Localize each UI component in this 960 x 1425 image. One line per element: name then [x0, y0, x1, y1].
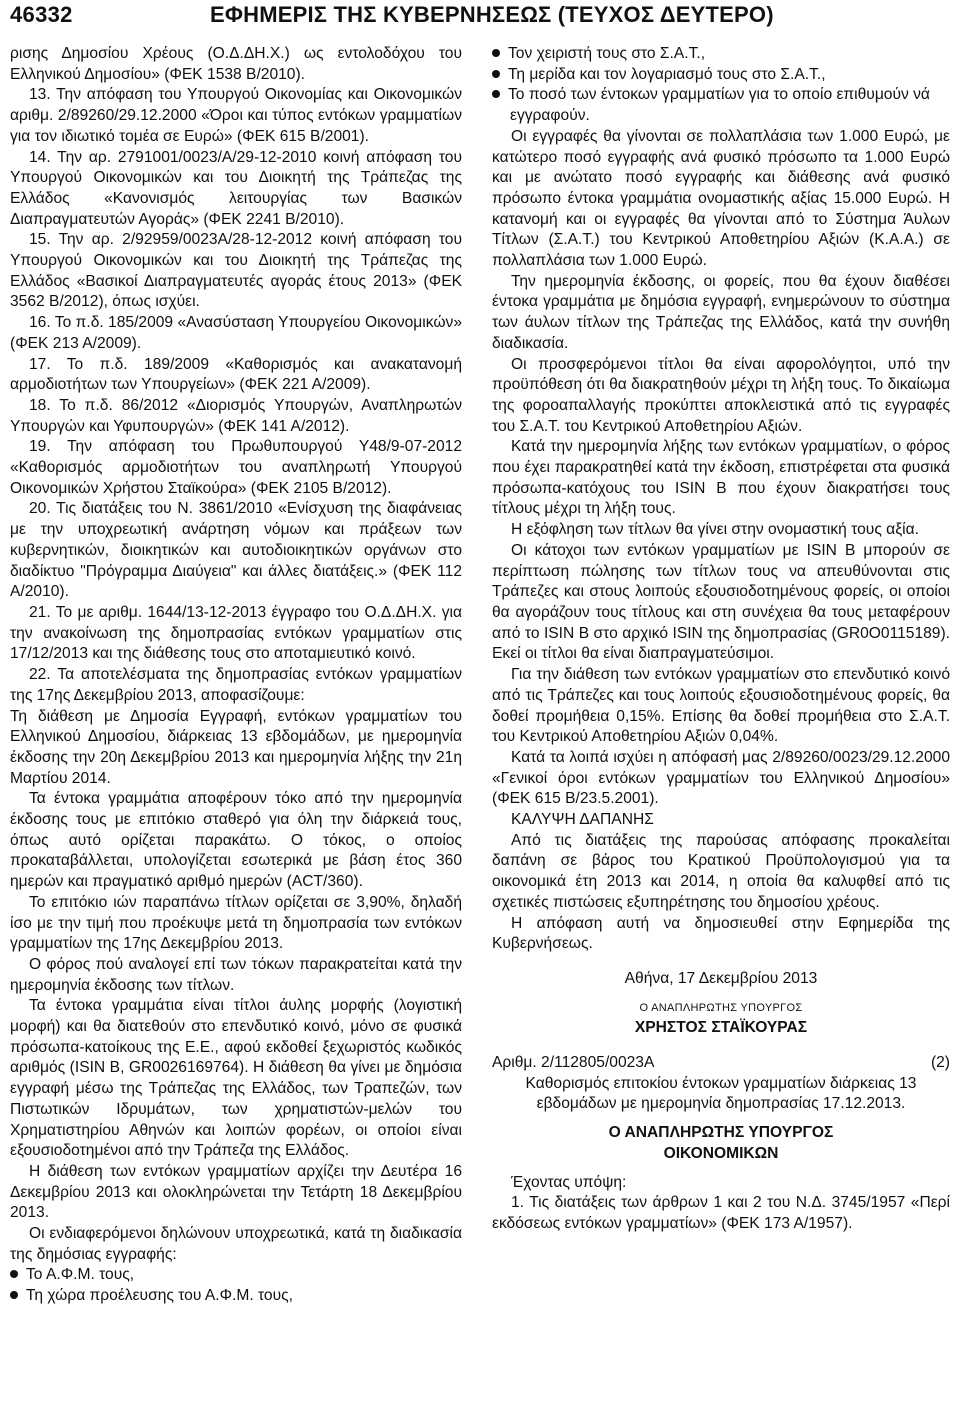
- paragraph: 14. Την αρ. 2791001/0023/Α/29-12-2010 κοινή απόφαση του Υπουργού Οικονομικών και του Διοικητή της Τράπεζας της Ελλάδος «Κανονισμός λειτουργίας των Βασικών Διαπραγματευτών Αγοράς» (ΦΕΚ 2241 Β/2010).: [10, 148, 462, 228]
- decision-index: (2): [930, 1054, 950, 1072]
- paragraph: 16. Το π.δ. 185/2009 «Ανασύσταση Υπουργείου Οικονομικών» (ΦΕΚ 213 Α/2009).: [10, 314, 462, 352]
- list-item: [492, 85, 950, 126]
- paragraph: Ο φόρος πού αναλογεί επί των τόκων παρακρατείται κατά την ημερομηνία έκδοσης των τίτλων.: [10, 955, 462, 994]
- paragraph: Η απόφαση αυτή να δημοσιευθεί στην Εφημερίδα της Κυβερνήσεως.: [492, 914, 950, 953]
- list-item-text: Τον χειριστή τους στο Σ.Α.Τ.,: [508, 45, 706, 62]
- paragraph: Οι ενδιαφερόμενοι δηλώνουν υποχρεωτικά, κατά τη διαδικασία της δημόσιας εγγραφής:: [10, 1225, 462, 1263]
- paragraph: ρισης Δημοσίου Χρέους (Ο.Δ.ΔΗ.Χ.) ως εντολοδόχου του Ελληνικού Δημοσίου» (ΦΕΚ 1538 Β/2010).: [10, 45, 462, 83]
- page-number: 46332: [10, 2, 73, 27]
- paragraph: 22. Τα αποτελέσματα της δημοπρασίας εντόκων γραμματίων της 17ης Δεκεμβρίου 2013, αποφασίζουμε:: [10, 666, 462, 704]
- bullet-icon: [10, 1270, 18, 1278]
- decision-number: Αριθμ. 2/112805/0023Α: [492, 1054, 655, 1072]
- paragraph: Κατά τα λοιπά ισχύει η απόφασή μας 2/89260/0023/29.12.2000 «Γενικοί όροι εντόκων γραμματίων του Ελληνικού Δημοσίου» (ΦΕΚ 615 Β/23.5.2001).: [492, 748, 950, 808]
- minister-heading: Ο ΑΝΑΠΛΗΡΩΤΗΣ ΥΠΟΥΡΓΟΣ: [608, 1124, 834, 1142]
- decision-header: [492, 1053, 950, 1074]
- signer-role: Ο ΑΝΑΠΛΗΡΩΤΗΣ ΥΠΟΥΡΓΟΣ: [639, 1001, 803, 1014]
- list-item: [492, 65, 950, 86]
- paragraph: 20. Τις διατάξεις του Ν. 3861/2010 «Ενίσχυση της διαφάνειας με την υποχρεωτική ανάρτηση νόμων και πράξεων των κυβερνητικών, διοικητικών και αυτοδιοικητικών οργάνων στο διαδίκτυο "Πρόγραμμα Διαύγεια" και άλλες διατάξεις.» (ΦΕΚ 112 Α/2010).: [10, 500, 462, 601]
- bullet-icon: [492, 90, 500, 98]
- paragraph: 15. Την αρ. 2/92959/0023Α/28-12-2012 κοινή απόφαση του Υπουργού Οικονομικών και του Διοικητή της Τράπεζας της Ελλάδος «Βασικοί Διαπραγματευτές αγοράς έτους 2013» (ΦΕΚ 3562 Β/2012), όπως ισχύει.: [10, 231, 462, 311]
- list-item: [492, 44, 950, 65]
- paragraph: Τα έντοκα γραμμάτια είναι τίτλοι άυλης μορφής (λογιστική μορφή) και θα διατεθούν στο επενδυτικό κοινό, μόνο σε φυσικά πρόσωπα-κατοίκους της Ε.Ε., αφού εκδοθεί ξεχωριστός κωδικός αριθμός (ISIN B, GR0026169764). Η διάθεση θα γίνει με δημόσια εγγραφή μέσω της Τράπεζας της Ελλάδος, των Τραπεζών, των Πιστωτικών Ιδρυμάτων, των χρηματιστών-μελών του Χρηματιστηρίου Αθηνών και λοιπών φορέων, οι οποίοι είναι εξουσιοδοτημένοι από την Τράπεζα της Ελλάδος.: [10, 997, 462, 1160]
- paragraph: Την ημερομηνία έκδοσης, οι φορείς, που θα έχουν διαθέσει έντοκα γραμμάτια με δημόσια εγγραφή, ενημερώνουν το σύστημα των άυλων τίτλων της Τράπεζας της Ελλάδος, κατά την συνήθη διαδικασία.: [492, 272, 950, 352]
- paragraph: Για την διάθεση των εντόκων γραμματίων στο επενδυτικό κοινό από τις Τράπεζες και τους λοιπούς εξουσιοδοτημένους φορείς, θα δοθεί προμήθεια 0,15%. Επίσης θα δοθεί προμήθεια στο Σ.Α.Τ. του Κεντρικού Αποθετηρίου Αξιών 0,04%.: [492, 666, 950, 746]
- paragraph: Η εξόφληση των τίτλων θα γίνει στην ονομαστική τους αξία.: [511, 521, 919, 539]
- list-item: [10, 1286, 462, 1307]
- list-item-text: Τη μερίδα και τον λογαριασμό τους στο Σ.Α.Τ.,: [508, 65, 826, 83]
- right-column: [492, 44, 950, 1235]
- paragraph: 13. Την απόφαση του Υπουργού Οικονομίας και Οικονομικών αριθμ. 2/89260/29.12.2000 «Όροι και τύπος εντόκων γραμματίων για τον ιδιωτικό τομέα σε Ευρώ» (ΦΕΚ 615 Β/2001).: [10, 86, 462, 145]
- paragraph: Η διάθεση των εντόκων γραμματίων αρχίζει την Δευτέρα 16 Δεκεμβρίου 2013 και ολοκληρώνεται την Τετάρτη 18 Δεκεμβρίου 2013.: [10, 1162, 462, 1222]
- list-item-text: Το Α.Φ.Μ. τους,: [26, 1266, 135, 1284]
- paragraph: Κατά την ημερομηνία λήξης των εντόκων γραμματίων, ο φόρος που έχει παρακρατηθεί κατά την έκδοση, επιστρέφεται στα φυσικά πρόσωπα-κατόχους του ISIN B που έχουν διακρατήσει τους τίτλους μέχρι τη λήξη τους.: [492, 438, 950, 518]
- paragraph: 17. Το π.δ. 189/2009 «Καθορισμός και ανακατανομή αρμοδιοτήτων των Υπουργείων» (ΦΕΚ 221 Α/2009).: [10, 355, 462, 394]
- page-header: [10, 2, 950, 42]
- paragraph: Τα έντοκα γραμμάτια αποφέρουν τόκο από την ημερομηνία έκδοσης τους με επιτόκιο σταθερό για όλη την διάρκειά τους, όπως αυτό ορίζεται παρακάτω. Ο τόκος, ο οποίος προκαταβάλλεται, υπολογίζεται εσωτερικά με βάση έτος 360 ημερών και πραγματικό αριθμό ημερών (ACT/360).: [10, 790, 462, 891]
- bullet-icon: [10, 1291, 18, 1299]
- paragraph: 19. Την απόφαση του Πρωθυπουργού Υ48/9-07-2012 «Καθορισμός αρμοδιοτήτων του αναπληρωτή Υπουργού Οικονομικών Χρήστου Σταϊκούρα» (ΦΕΚ 2105 Β/2012).: [10, 438, 462, 497]
- signer-name: ΧΡΗΣΤΟΣ ΣΤΑΪΚΟΥΡΑΣ: [634, 1019, 808, 1037]
- left-column: [10, 44, 462, 1307]
- considering-label: Έχοντας υπόψη:: [511, 1173, 627, 1191]
- list-item: [10, 1265, 462, 1286]
- paragraph: Από τις διατάξεις της παρούσας απόφασης προκαλείται δαπάνη σε βάρος του Κρατικού Προϋπολογισμού για τα οικονομικά έτη 2013 και 2014, η οποία θα καλυφθεί από τις σχετικές πιστώσεις εξυπηρέτησης του δημοσίου χρέους.: [492, 831, 950, 911]
- decision-title: Καθορισμός επιτοκίου έντοκων γραμματίων διάρκειας 13 εβδομάδων με ημερομηνία δημοπρασίας 17.12.2013.: [525, 1074, 917, 1113]
- list-item-text: Τη χώρα προέλευσης του Α.Φ.Μ. τους,: [26, 1287, 293, 1305]
- paragraph: Οι εγγραφές θα γίνονται σε πολλαπλάσια των 1.000 Ευρώ, με κατώτερο ποσό εγγραφής ανά φυσικό πρόσωπο τα 1.000 Ευρώ και με ανώτατο ποσό εγγραφής και διάθεσης ανά φυσικό πρόσωπο έντοκα γραμμάτια ονομαστικής αξίας 15.000 Ευρώ. Η κατανομή και οι εγγραφές θα γίνονται από το Σύστημα Άυλων Τίτλων (Σ.Α.Τ.) του Κεντρικού Αποθετηρίου Αξιών (Κ.Α.Α.) σε πολλαπλάσια των 1.000 Ευρώ.: [492, 127, 950, 270]
- date-line: Αθήνα, 17 Δεκεμβρίου 2013: [624, 969, 818, 987]
- gazette-title: ΕΦΗΜΕΡΙΣ ΤΗΣ ΚΥΒΕΡΝΗΣΕΩΣ (ΤΕΥΧΟΣ ΔΕΥΤΕΡΟ): [210, 2, 774, 27]
- paragraph: 18. Το π.δ. 86/2012 «Διορισμός Υπουργών, Αναπληρωτών Υπουργών και Υφυπουργών» (ΦΕΚ 141 Α/2012).: [10, 396, 462, 435]
- paragraph: 1. Τις διατάξεις των άρθρων 1 και 2 του Ν.Δ. 3745/1957 «Περί εκδόσεως εντόκων γραμματίων» (ΦΕΚ 173 Α/1957).: [492, 1194, 950, 1232]
- bullet-icon: [492, 70, 500, 78]
- paragraph: Το επιτόκιο ιών παραπάνω τίτλων ορίζεται σε 3,90%, δηλαδή ίσο με την τιμή που προέκυψε μετά τη δημοπρασία των εντόκων γραμματίων της 17ης Δεκεμβρίου 2013.: [10, 893, 462, 953]
- bullet-icon: [492, 49, 500, 57]
- paragraph: Τη διάθεση με Δημοσία Εγγραφή, εντόκων γραμματίων του Ελληνικού Δημοσίου, διάρκειας 13 εβδομάδων, με ημερομηνία έκδοσης την 20η Δεκεμβρίου 2013 και ημερομηνία λήξης την 21η Μαρτίου 2014.: [10, 707, 462, 787]
- section-heading: ΚΑΛΥΨΗ ΔΑΠΑΝΗΣ: [511, 811, 654, 829]
- paragraph: Οι κάτοχοι των εντόκων γραμματίων με ISIN B μπορούν σε περίπτωση πώλησης των τίτλων τους να απευθύνονται στις Τράπεζες και στους λοιπούς εξουσιοδοτημένους φορείς, οι οποίοι θα αγοράζουν τους τίτλους και στη συνέχεια θα τους μεταφέρουν από το ISIN B στο αρχικό ISIN της δημοπρασίας (GR0O0115189). Εκεί οι τίτλοι θα είναι διαπραγματεύσιμοι.: [492, 541, 950, 663]
- list-item-text: Το ποσό των έντοκων γραμματίων για το οποίο επιθυμούν νά εγγραφούν.: [508, 86, 930, 125]
- minister-heading-ministry: ΟΙΚΟΝΟΜΙΚΩΝ: [663, 1144, 779, 1162]
- paragraph: 21. Το με αριθμ. 1644/13-12-2013 έγγραφο του Ο.Δ.ΔΗ.Χ. για την ανακοίνωση της δημοπρασίας εντόκων γραμματίων στις 17/12/2013 και της διάθεσης τους στο αποταμιευτικό κοινό.: [10, 603, 462, 663]
- paragraph: Οι προσφερόμενοι τίτλοι θα είναι αφορολόγητοι, υπό την προϋπόθεση ότι θα διακρατηθούν μέχρι τη λήξη τους. Το δικαίωμα της φοροαπαλλαγής προκύπτει αποκλειστικά από τις εγγραφές του Σ.Α.Τ. του Κεντρικού Αποθετηρίου Αξιών.: [492, 355, 950, 435]
